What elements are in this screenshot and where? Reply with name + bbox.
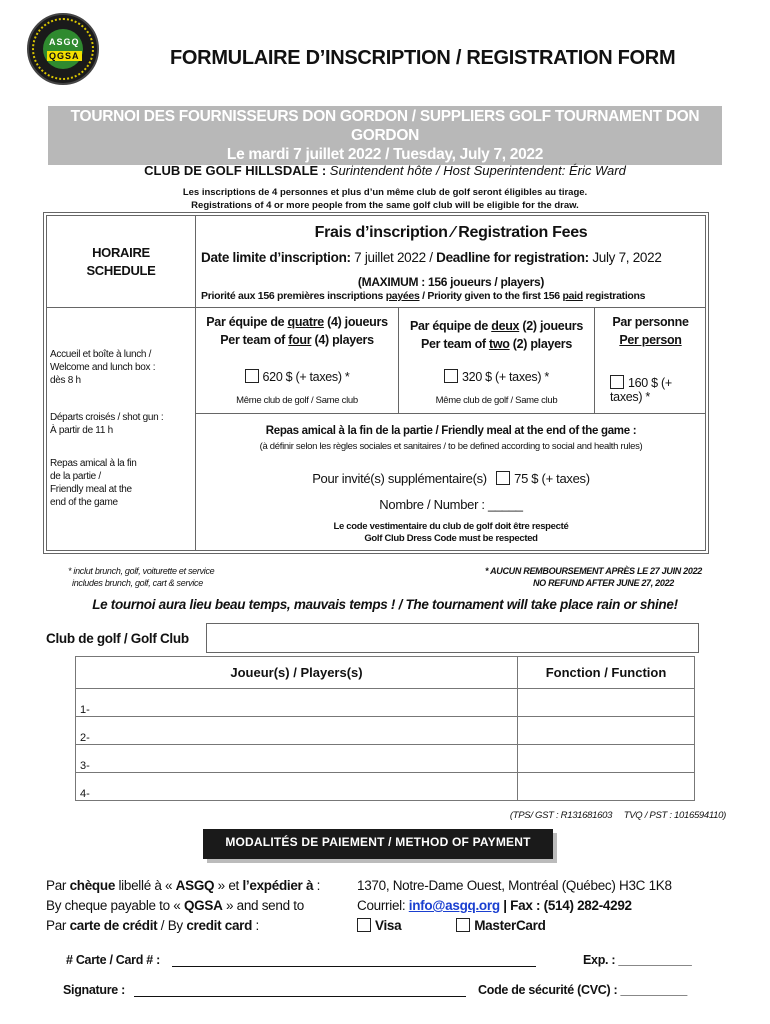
schedule-item-meal-line4: end of the game [50,497,118,508]
mastercard-option[interactable] [456,918,545,933]
fees-heading: Frais d’inscription ⁄ Registration Fees [314,224,588,241]
signature-label: Signature : [63,983,125,997]
guest-price: 75 $ (+ taxes) [514,471,590,486]
schedule-item-welcome [50,348,195,387]
golf-club-label: Club de golf / Golf Club [46,631,189,646]
fax-number: | Fax : (514) 282-4292 [499,898,632,913]
schedule-item-welcome-line1: Accueil et boîte à lunch / [50,349,152,360]
team4-note: Même club de golf / Same club [236,395,358,406]
dress-code [196,521,706,545]
payment-address-block [357,876,737,936]
function-cell[interactable] [518,689,695,717]
logo-emblem [43,29,83,69]
schedule-item-meal-line2: de la partie / [50,471,101,482]
footnote-includes [68,565,214,589]
deadline-en-value: July 7, 2022 [592,250,662,265]
deadline-fr-label: Date limite d’inscription: [201,250,351,265]
person-checkbox[interactable] [610,375,624,389]
deadline-en-label: Deadline for registration: [436,250,589,265]
payment-instructions [46,876,356,936]
team4-option[interactable] [196,369,398,384]
tournament-banner [48,106,722,165]
team4-heading [196,313,398,349]
schedule-item-shotgun [50,411,195,437]
table-row [76,773,695,801]
person-option[interactable] [610,375,706,404]
banner-line-1: TOURNOI DES FOURNISSEURS DON GORDON / SUPPLIERS GOLF TOURNAMENT DON GORDON [70,108,700,144]
eligibility-fr: Les inscriptions de 4 personnes et plus d’un même club de golf seront éligibles au tirage. [182,187,588,198]
signature-field[interactable] [134,996,466,997]
banner-line-2: Le mardi 7 juillet 2022 / Tuesday, July 7, 2022 [226,146,544,163]
meal-subtitle: (à définir selon les règles sociales et sanitaires / to be defined according to social and health rules) [259,441,643,452]
schedule-item-meal [50,457,195,509]
club-line [0,163,770,178]
player-cell[interactable]: 2- [76,717,518,745]
payment-cheque-en: By cheque payable to « QGSA » and send to [46,898,304,913]
schedule-item-meal-line1: Repas amical à la fin [50,458,137,469]
mastercard-checkbox[interactable] [456,918,470,932]
footnote-refund-fr: * AUCUN REMBOURSEMENT APRÈS LE 27 JUIN 2022 [485,566,702,576]
expiry-field[interactable]: Exp. : ___________ [583,953,692,967]
rain-or-shine: Le tournoi aura lieu beau temps, mauvais temps ! / The tournament will take place rain or shine! [92,597,678,612]
team2-option[interactable] [399,369,594,384]
card-number-label: # Carte / Card # : [66,953,160,967]
contact-line [357,896,737,916]
logo-text-bottom: QGSA [49,51,80,61]
footnote-refund-en: NO REFUND AFTER JUNE 27, 2022 [532,578,674,588]
schedule-item-welcome-line3: dès 8 h [50,375,81,386]
schedule-item-welcome-line2: Welcome and lunch box : [50,362,156,373]
dress-code-en: Golf Club Dress Code must be respected [364,533,538,544]
asgq-logo [27,13,99,85]
footnote-refund [440,565,702,589]
person-price: 160 $ (+ taxes) * [610,376,672,404]
tax-numbers: (TPS/ GST : R131681603 TVQ / PST : 1016594110) [509,810,726,821]
visa-option[interactable] [357,918,401,933]
team4-price: 620 $ (+ taxes) * [262,370,350,384]
table-row [76,689,695,717]
function-cell[interactable] [518,773,695,801]
host-superintendent: Surintendent hôte / Host Superintendent: Éric Ward [329,163,626,178]
schedule-item-shotgun-line2: À partir de 11 h [50,425,113,436]
deadline-line [201,250,706,265]
team4-heading-fr: Par équipe de quatre (4) joueurs [206,315,388,329]
deadline-separator: / [429,250,433,265]
person-heading-en: Per person [619,333,682,347]
team2-heading [399,317,594,353]
team4-heading-en: Per team of four (4) players [220,333,374,347]
mailing-address: 1370, Notre-Dame Ouest, Montréal (Québec) H3C 1K8 [357,878,672,893]
visa-label: Visa [375,918,402,933]
schedule-item-shotgun-line1: Départs croisés / shot gun : [50,412,164,423]
table-row [76,745,695,773]
form-title: FORMULAIRE D’INSCRIPTION / REGISTRATION FORM [170,47,676,69]
player-cell[interactable]: 1- [76,689,518,717]
priority-line [201,290,706,302]
club-name: CLUB DE GOLF HILLSDALE : [144,163,327,178]
player-cell[interactable]: 4- [76,773,518,801]
meal-heading: Repas amical à la fin de la partie / Friendly meal at the end of the game : [265,425,637,437]
function-cell[interactable] [518,717,695,745]
footnote-includes-en: includes brunch, golf, cart & service [72,578,203,588]
divider-schedule [46,307,196,308]
function-cell[interactable] [518,745,695,773]
footnote-includes-fr: * inclut brunch, golf, voiturette et service [68,566,215,576]
card-type-options [357,916,737,936]
email-label: Courriel: [357,898,409,913]
payment-credit: Par carte de crédit / By credit card : [46,918,259,933]
schedule-heading-fr: HORAIRE [92,245,150,260]
team2-heading-fr: Par équipe de deux (2) joueurs [409,319,584,333]
team2-price: 320 $ (+ taxes) * [462,370,549,384]
team4-checkbox[interactable] [245,369,259,383]
players-column-header: Joueur(s) / Players(s) [76,657,518,689]
team2-checkbox[interactable] [444,369,458,383]
email-link[interactable]: info@asgq.org [408,898,500,913]
priority-post: registrations [585,290,646,302]
function-column-header: Fonction / Function [518,657,695,689]
priority-mid: / Priority given to the first 156 [422,290,560,302]
eligibility-en: Registrations of 4 or more people from the same golf club will be eligible for the draw. [191,200,579,211]
payment-cheque-fr: Par chèque libellé à « ASGQ » et l’expédier à : [46,878,321,893]
divider-fees-header [195,307,706,308]
person-heading-fr: Par personne [612,315,689,329]
guest-label: Pour invité(s) supplémentaire(s) [312,471,487,486]
priority-word-en: paid [562,290,583,302]
golf-club-input[interactable] [206,623,699,653]
guest-option[interactable] [196,471,706,486]
schedule-item-meal-line3: Friendly meal at the [50,484,132,495]
players-table-header [76,657,695,689]
cvc-field[interactable]: Code de sécurité (CVC) : __________ [478,983,688,997]
maximum-players: (MAXIMUM : 156 joueurs / players) [357,275,545,289]
card-number-field[interactable] [172,966,536,967]
divider-options [195,413,706,414]
table-row [76,717,695,745]
deadline-fr-value: 7 juillet 2022 [354,250,426,265]
payment-heading: MODALITÉS DE PAIEMENT / METHOD OF PAYMENT [203,829,553,859]
logo-text-top: ASGQ [49,37,80,47]
team2-heading-en: Per team of two (2) players [420,337,572,351]
guest-number[interactable]: Nombre / Number : _____ [379,497,523,512]
mastercard-label: MasterCard [474,918,546,933]
schedule-heading [46,244,196,280]
dress-code-fr: Le code vestimentaire du club de golf doit être respecté [333,521,569,532]
players-table [75,656,695,801]
guest-checkbox[interactable] [496,471,510,485]
player-cell[interactable]: 3- [76,745,518,773]
person-heading [595,313,706,349]
schedule-heading-en: SCHEDULE [86,263,156,278]
visa-checkbox[interactable] [357,918,371,932]
priority-word-fr: payées [385,290,420,302]
team2-note: Même club de golf / Same club [435,395,558,406]
priority-pre: Priorité aux 156 premières inscriptions [201,290,384,302]
